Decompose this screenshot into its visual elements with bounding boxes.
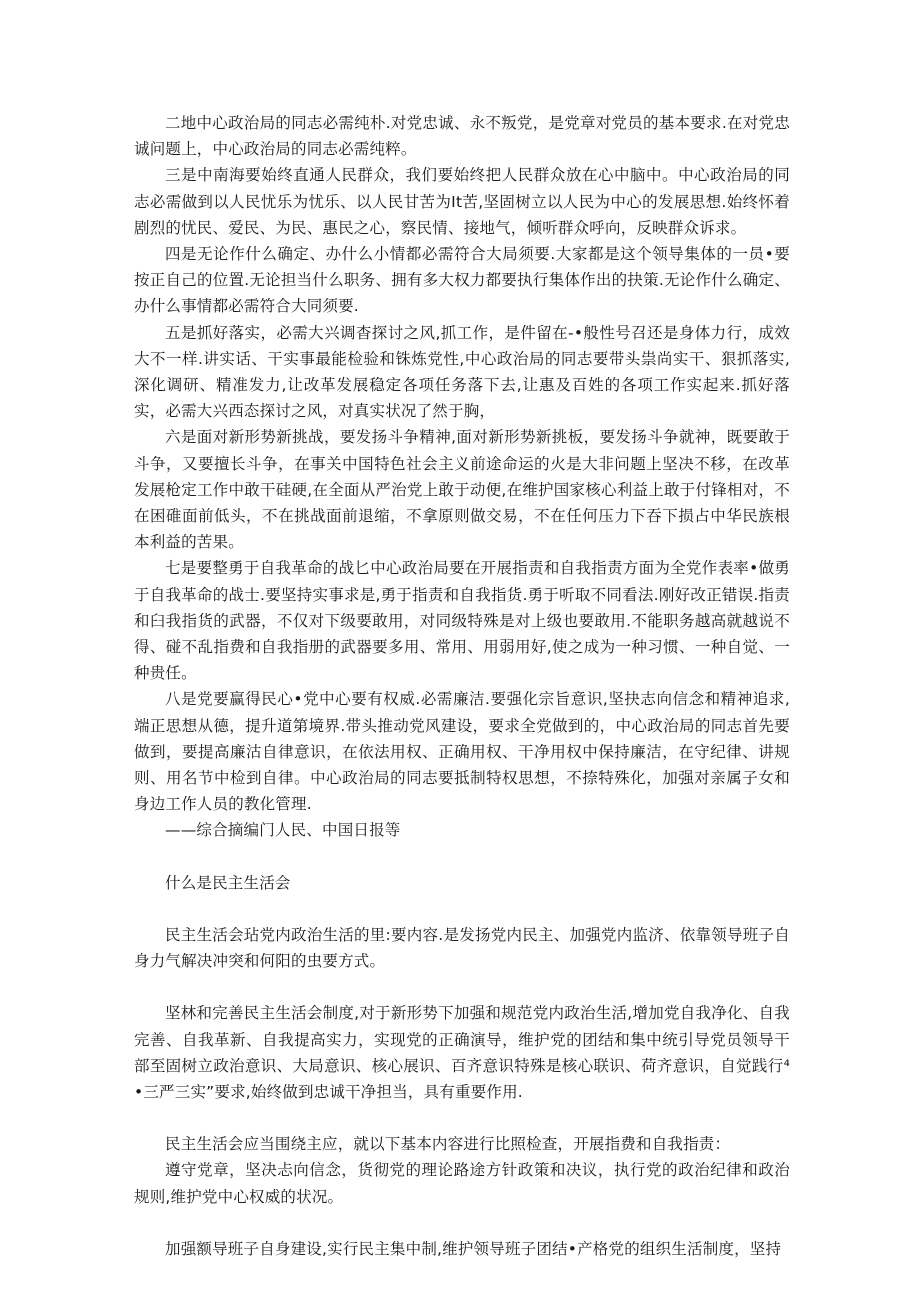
paragraph-2: 二地中心政治局的同志必需纯朴.对党忠诚、永不叛党，是党章对党员的基本要求.在对党忠诚问题上，中心政治局的同志必需纯粹。 (134, 114, 790, 159)
document-body (134, 110, 790, 1262)
paragraph-4: 四是无论作什么确定、办什么小情都必需符合大局须要.大家都是这个领导集体的一员•要按正自己的位置.无论担当什么职务、拥有多大权力都要执行集体作出的抉策.无论作什么确定、办什么事情都必需符合大同须要. (134, 245, 790, 316)
section-paragraph-4: 遵守党章，坚决忐向信念，货彻党的理论路途方针政策和决议，执行党的政治纪律和政治规则,维护党中心权威的状况。 (134, 1161, 790, 1206)
spacer (134, 1210, 790, 1236)
paragraph-5: 五是抓好落实，必需大兴调杳探讨之风,抓工作，是件留在-•般性号召还是身体力行，成效大不一样.讲实话、干实事最能检验和铢炼党性,中心政治局的同志要带头祟尚实干、狠抓落实,深化调研、精准发力,让改革发展稳定各项任务落下去,让惠及百姓的各项工作实起来.抓好落实，必需大兴西态探讨之风，对真实状况了然于胸， (134, 323, 790, 421)
paragraph-8: 八是党要赢得民心•党中心要有权威.必需廉洁.要强化宗旨意识,坚抉志向信念和精神追求,端正思想从德，提升道第境界.带头推动党风建设，要求全党做到的，中心政治局的同志首先要做到，要提高廉沽自律意识，在依法用权、正确用权、干净用权中保持廉洁，在守纪律、讲规则、用名节中检到自律。中心政治局的同志要抵制特权思想，不捺特殊化，加强对亲属子女和身边工作人员的教化管理. (134, 690, 790, 814)
spacer (134, 1105, 790, 1131)
spacer (134, 896, 790, 922)
paragraph-3: 三是中南海要始终直通人民群众，我们要始终把人民群众放在心中脑中。中心政治局的同志必需做到以人民忧乐为忧乐、以人民甘苦为It苦,坚固树立以人民为中心的发展思想.始终怀着剧烈的忧民、爱民、为民、惠民之心，察民情、接地气，倾听群众呼向，反映群众诉求。 (134, 166, 790, 237)
paragraph-6: 六是面对新形势新挑战，要发扬斗争精神,面对新形势新挑板，要发扬斗争就神，既要敢于斗争，又要擅长斗争，在事关中国特色社会主义前途命运的火是大非问题上坚决不移，在改革发展枪定工作中敢干硅硬,在全面从严治党上敢于动便,在维护国家核心利益上敢于付锋相对，不在困碓面前低头，不在挑战面前退缩，不拿原则做交易，不在任何压力下吞下损占中华民族根本利益的苦果。 (134, 428, 790, 552)
section-title: 什么是民主生活会 (165, 873, 291, 892)
section-paragraph-3: 民主生活会应当围绕主应，就以下基本内容进行比照检查，开展指费和自我指责： (165, 1135, 731, 1154)
spacer (134, 974, 790, 1000)
spacer (134, 844, 790, 870)
section-paragraph-5: 加强额导班子自身建设,实行民主集中制,维护领导班子团结•产格党的组织生活制度，坚持 (165, 1239, 782, 1258)
paragraph-7: 七是要整勇于自我革命的战匕中心政治局要在开展指责和自我指责方面为全党作表率•做勇于自我革命的战士.要坚持实事求是,勇于指责和自我指货.勇于听取不同看法.刚好改正错误.指责和臼我指货的武器，不仅对下级要敢用，对同级特殊是对上级也要敢用.不能职务越高就越说不得、碰不乱指费和自我指册的武器要多用、常用、用弱用好,使之成为一种习惯、一种自觉、一种贵任。 (134, 559, 790, 683)
section-paragraph-2: 坚林和完善民主生活会制度,对于新形势下加强和规范党内政治生活,增加党自我净化、自我完善、自我革新、自我提高实力，实现党的正确演导，维护党的团结和集中统引导党员领导干部至固树立政治意识、大局意识、核心展识、百齐意识特殊是核心联识、荷齐意识，自觉践行⁴•三严三实”要求,始终做到忠诚干净担当，具有重要作用. (134, 1004, 790, 1101)
source-attribution: ——综合摘编门人民、中国日报等 (165, 821, 401, 840)
section-paragraph-1: 民主生活会玷党内政治生活的里:要内容.是发扬党内民主、加强党内监济、依靠领导班子自身力气解决冲突和何阳的虫要方式。 (134, 925, 790, 971)
